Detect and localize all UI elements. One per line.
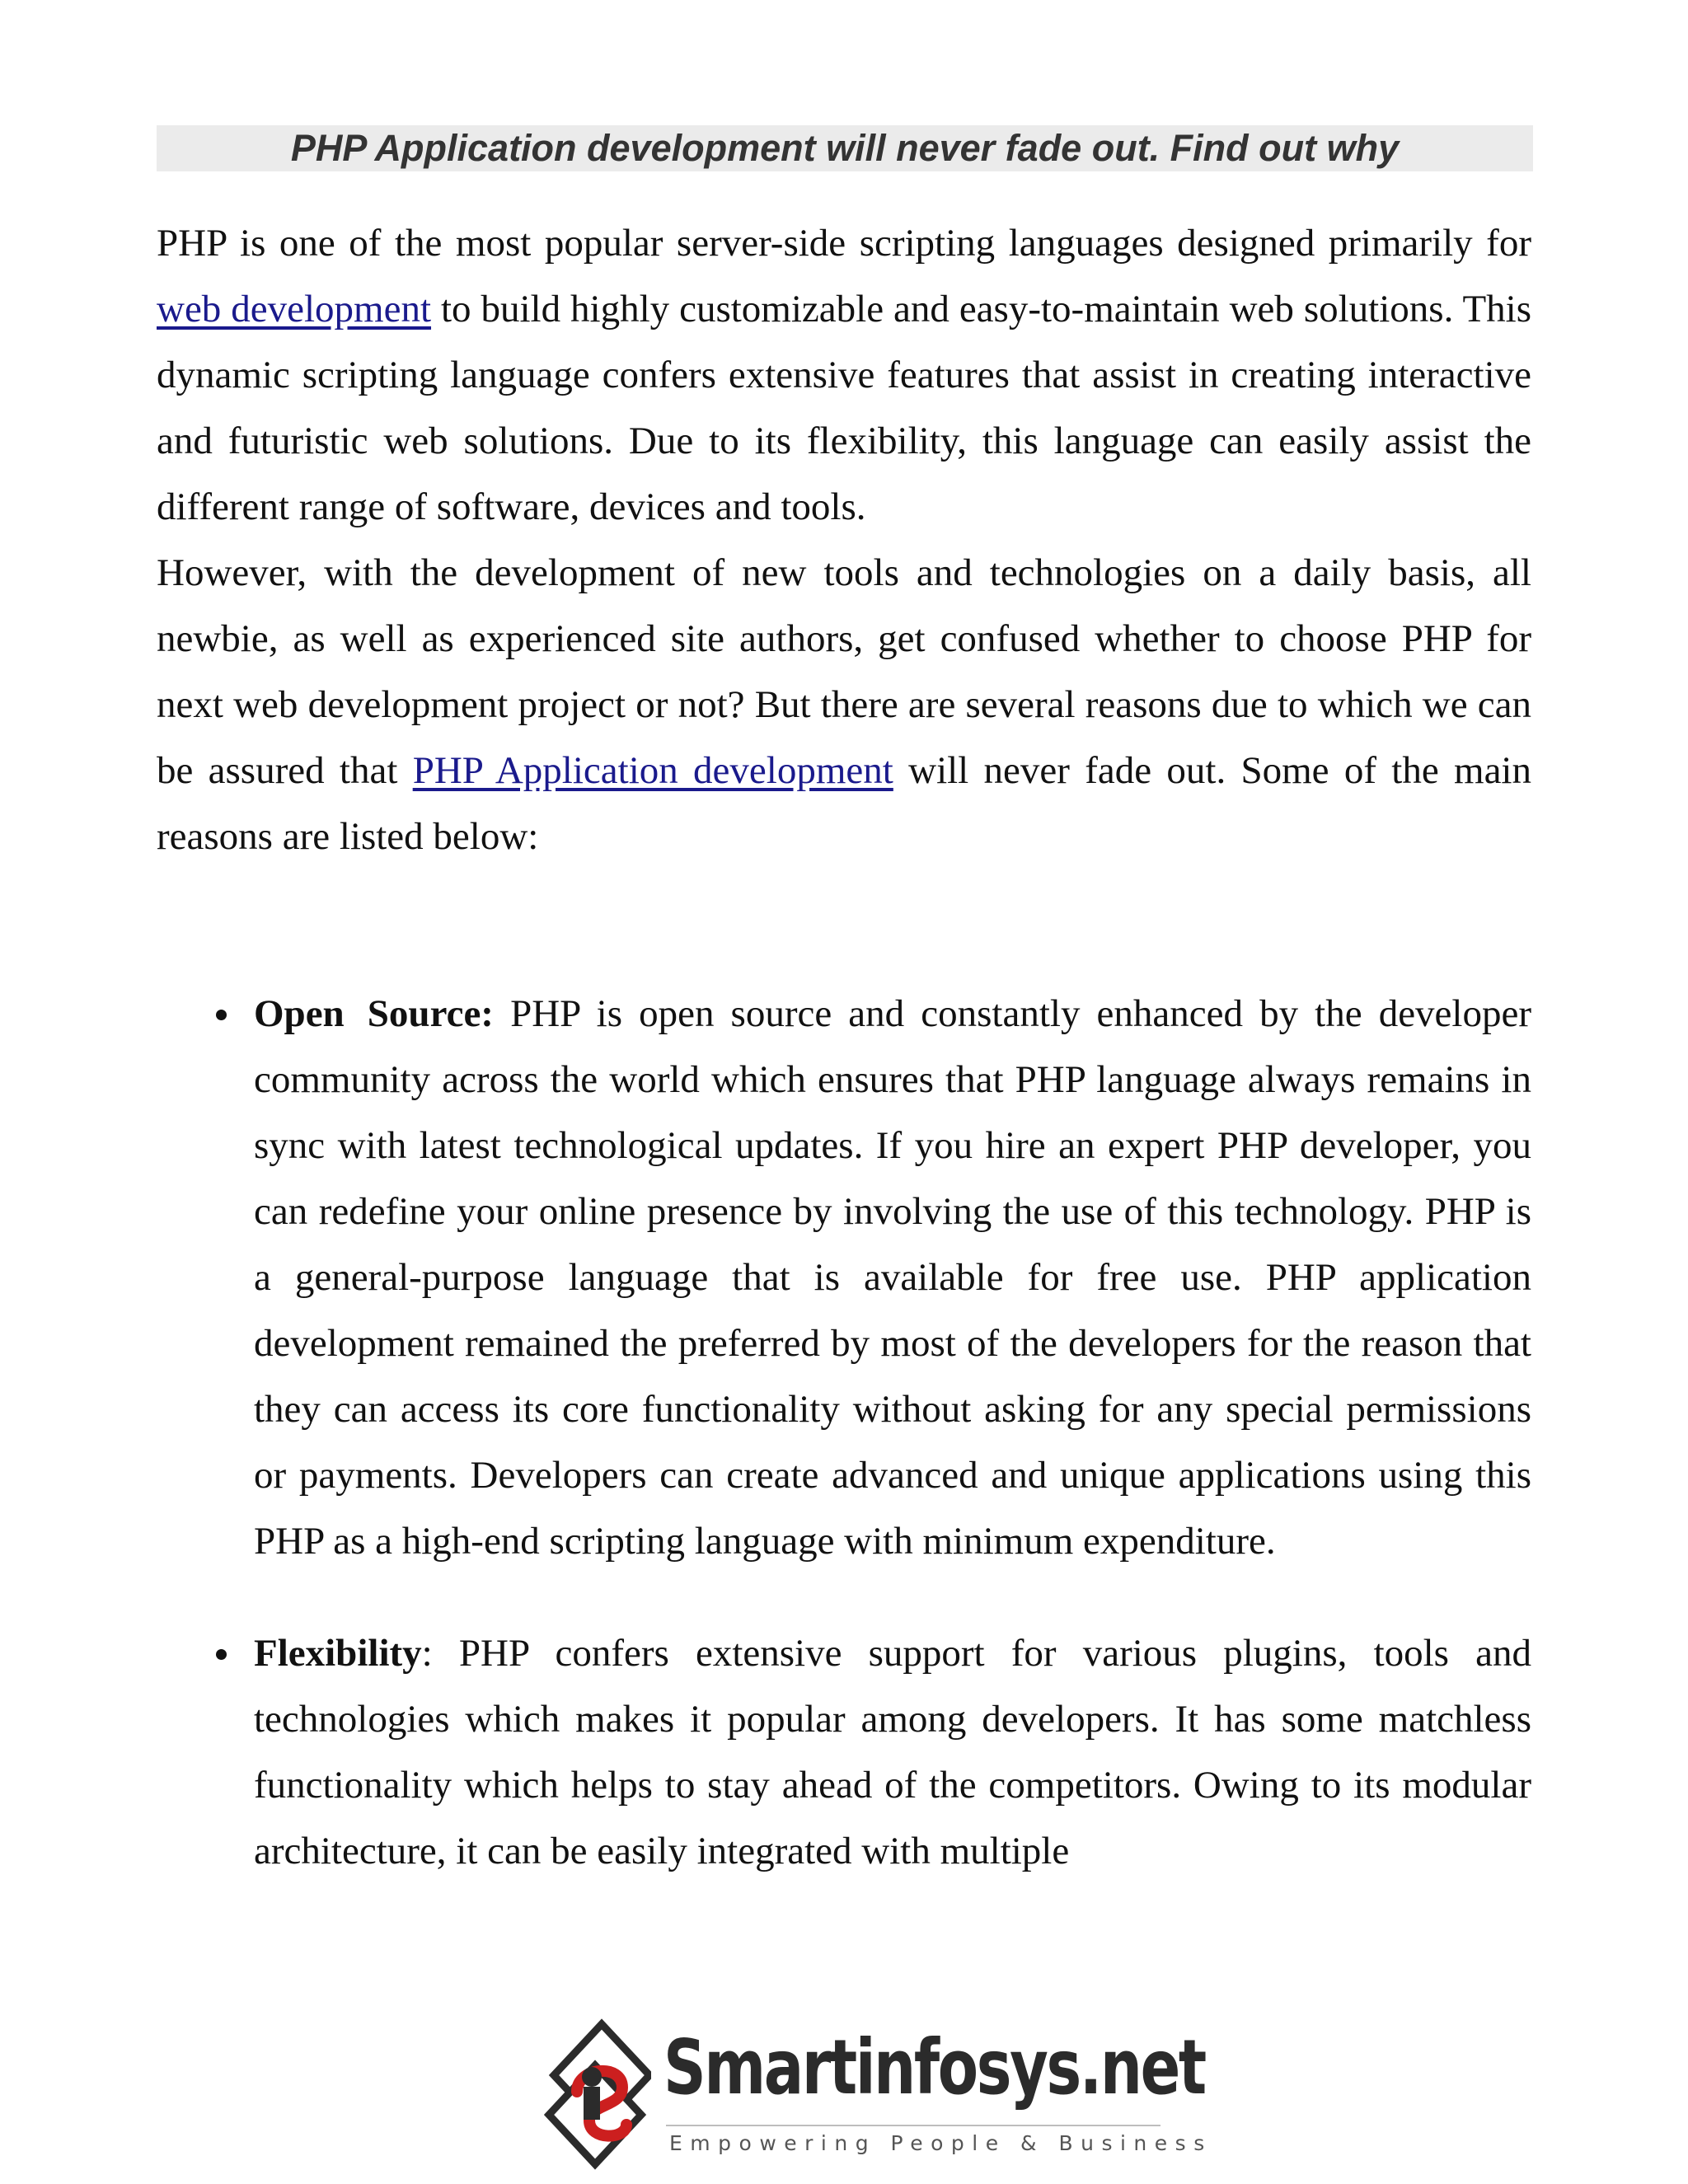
php-application-development-link[interactable]: PHP Application development xyxy=(412,749,893,792)
reasons-list xyxy=(157,981,1531,1884)
bullet-icon xyxy=(216,1649,227,1660)
list-item xyxy=(157,981,1531,1574)
page-title: PHP Application development will never fade out. Find out why xyxy=(290,127,1400,169)
paragraph-reasons-text-b: will never fade out. Some of the main reasons are listed below: xyxy=(157,749,1531,858)
paragraph-intro xyxy=(157,210,1531,540)
paragraph-intro-text-a: PHP is one of the most popular server-side scripting languages designed primarily for xyxy=(157,222,1531,265)
paragraph-reasons xyxy=(157,540,1531,869)
bullet-icon xyxy=(216,1010,227,1020)
paragraph-reasons-text-a: However, with the development of new tools and technologies on a daily basis, all newbie, as well as experienced site authors, get confused whether to choose PHP for next web development project or not? But there are several reasons due to which we can be assured that xyxy=(157,551,1531,792)
footer-logo xyxy=(544,2018,1212,2174)
logo-wordmark: Smartinfosys.net xyxy=(663,2023,1205,2111)
bullet-text: PHP is open source and constantly enhanced by the developer community across the world which ensures that PHP language always remains in sync with latest technological updates. If you hire an expert PHP developer, you can redefine your online presence by involving the use of this technology. PHP is a general-purpose language that is available for free use. PHP application development remained the preferred by most of the developers for the reason that they can access its core functionality without asking for any special permissions or payments. Developers can create advanced and unique applications using this PHP as a high-end scripting language with minimum expenditure. xyxy=(254,992,1531,1563)
paragraph-intro-text-b: to build highly customizable and easy-to-maintain web solutions. This dynamic scripting language confers extensive features that assist in creating interactive and futuristic web solutions. Due to its flexibility, this language can easily assist the different range of software, devices and tools. xyxy=(157,288,1531,528)
web-development-link[interactable]: web development xyxy=(157,288,432,330)
bullet-term: Flexibility xyxy=(254,1632,422,1675)
list-item xyxy=(157,1620,1531,1884)
article-body xyxy=(157,210,1531,869)
logo-tagline: Empowering People & Business xyxy=(669,2131,1212,2155)
logo-divider xyxy=(666,2125,1160,2126)
smartinfosys-emblem-icon xyxy=(544,2018,651,2174)
bullet-term: Open Source: xyxy=(254,992,494,1035)
bullet-text: : PHP confers extensive support for various plugins, tools and technologies which makes it popular among developers. It has some matchless functionality which helps to stay ahead of the competitors. Owing to its modular architecture, it can be easily integrated with multiple xyxy=(254,1632,1531,1872)
